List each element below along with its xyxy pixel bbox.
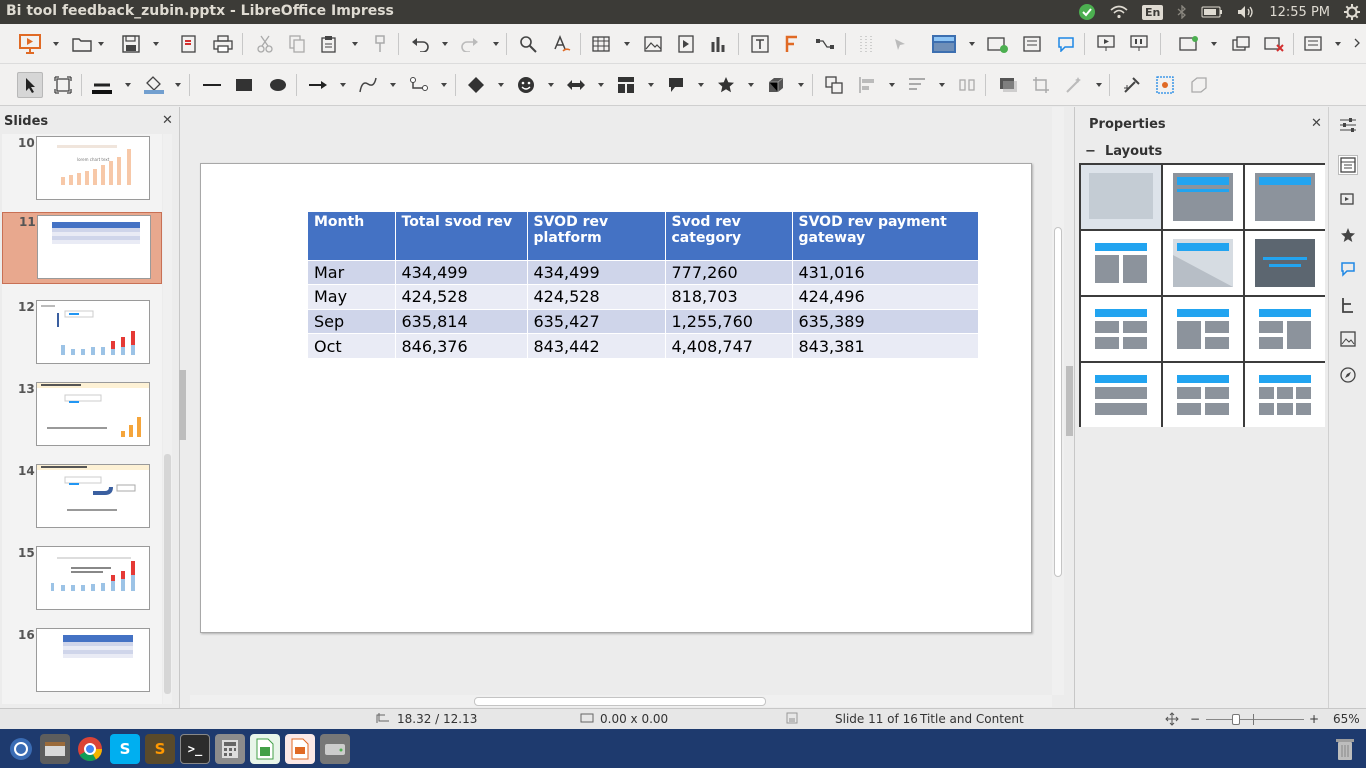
- table-header-cell[interactable]: Total svod rev: [395, 212, 527, 260]
- layout-title-two-content[interactable]: [1081, 231, 1161, 295]
- filter-dropdown-icon[interactable]: [1096, 83, 1102, 87]
- start-from-first-slide-icon[interactable]: [1094, 32, 1118, 56]
- libreoffice-calc-icon[interactable]: [250, 734, 280, 764]
- select-arrow-icon[interactable]: [17, 72, 43, 98]
- ellipse-tool-icon[interactable]: [266, 73, 290, 97]
- helplines-icon[interactable]: [888, 32, 912, 56]
- crop-icon[interactable]: [1029, 73, 1053, 97]
- bluetooth-icon[interactable]: [1177, 5, 1187, 19]
- stars-icon[interactable]: [714, 73, 738, 97]
- slide-layout-dropdown-icon[interactable]: [969, 42, 975, 46]
- slide-thumbnail[interactable]: [2, 380, 162, 456]
- slide-preview: [36, 300, 150, 364]
- lines-arrows-icon[interactable]: [306, 73, 330, 97]
- slide-thumbnail[interactable]: [2, 462, 162, 538]
- table-cell[interactable]: 818,703: [665, 285, 792, 310]
- drawing-toolbar: [0, 64, 1366, 106]
- display-views-dropdown-icon[interactable]: [1211, 42, 1217, 46]
- document-modified-icon[interactable]: [786, 712, 798, 727]
- slide-preview: [36, 382, 150, 446]
- layout-title-content-over-content[interactable]: [1081, 363, 1161, 427]
- table-cell[interactable]: 846,376: [395, 334, 527, 359]
- insert-points-icon[interactable]: [813, 32, 837, 56]
- basic-shapes-dropdown-icon[interactable]: [498, 83, 504, 87]
- flowchart-icon[interactable]: [614, 73, 638, 97]
- symbol-shapes-dropdown-icon[interactable]: [548, 83, 554, 87]
- slide-number: 16: [18, 628, 35, 642]
- layout-title-2-content-content[interactable]: [1245, 297, 1325, 361]
- table-header-cell[interactable]: SVOD rev platform: [527, 212, 665, 260]
- notes-view-icon[interactable]: [1020, 32, 1044, 56]
- vertical-scrollbar[interactable]: [1052, 107, 1064, 695]
- window-titlebar: [0, 0, 1366, 24]
- sidebar-deck: [1328, 107, 1366, 708]
- window-title: Bi tool feedback_zubin.pptx - LibreOffice Impress: [6, 3, 394, 19]
- layout-centered-text[interactable]: [1245, 231, 1325, 295]
- slides-pane-collapse-handle[interactable]: [179, 370, 186, 440]
- stars-dropdown-icon[interactable]: [748, 83, 754, 87]
- slideshow-start-icon[interactable]: [18, 32, 42, 56]
- symbol-shapes-icon[interactable]: [514, 73, 538, 97]
- table-row: [308, 260, 978, 285]
- table-cell[interactable]: 424,528: [527, 285, 665, 310]
- shadow-icon[interactable]: [996, 73, 1020, 97]
- display-views-icon[interactable]: [1177, 32, 1201, 56]
- cut-icon[interactable]: [253, 32, 277, 56]
- sidebar-collapse-handle[interactable]: [1066, 366, 1073, 436]
- zoom-in-icon[interactable]: +: [1309, 712, 1320, 726]
- connectors-icon[interactable]: [407, 73, 431, 97]
- fit-to-window-icon[interactable]: [1165, 712, 1179, 729]
- insert-chart-icon[interactable]: [707, 32, 731, 56]
- system-tray: [1078, 0, 1366, 24]
- slides-pane: [0, 107, 180, 708]
- navigator-deck-icon[interactable]: [1338, 365, 1358, 385]
- comment-icon[interactable]: [1054, 32, 1078, 56]
- table-cell[interactable]: Mar: [308, 260, 395, 285]
- slide-number: 11: [19, 215, 36, 229]
- redo-icon[interactable]: [458, 32, 482, 56]
- zoom-slider-handle[interactable]: [1232, 714, 1240, 725]
- table-header-cell[interactable]: Month: [308, 212, 395, 260]
- wifi-icon[interactable]: [1110, 5, 1128, 19]
- rectangle-tool-icon[interactable]: [232, 73, 256, 97]
- vertical-scrollbar-thumb[interactable]: [1054, 227, 1062, 577]
- line-tool-icon[interactable]: [200, 73, 224, 97]
- open-dropdown-icon[interactable]: [98, 42, 104, 46]
- animation-deck-icon[interactable]: [1338, 225, 1358, 245]
- delete-slide-icon[interactable]: [1262, 32, 1286, 56]
- slide-preview: [36, 464, 150, 528]
- taskbar: [0, 729, 1366, 768]
- transformations-icon[interactable]: [1153, 73, 1177, 97]
- toggle-extrusion-icon[interactable]: [1120, 73, 1144, 97]
- sublime-text-icon[interactable]: S: [145, 734, 175, 764]
- line-color-icon[interactable]: [90, 73, 114, 97]
- arrange-icon[interactable]: [905, 73, 929, 97]
- cursor-position: 18.32 / 12.13: [397, 712, 478, 726]
- new-slide-icon[interactable]: [986, 32, 1010, 56]
- calculator-icon[interactable]: [215, 734, 245, 764]
- layout-title-only-diagonal[interactable]: [1163, 231, 1243, 295]
- callouts-icon[interactable]: [664, 73, 688, 97]
- slide-thumbnail[interactable]: [2, 298, 162, 374]
- table-cell[interactable]: 635,427: [527, 309, 665, 334]
- filter-icon[interactable]: [1062, 73, 1086, 97]
- table-header-row: [308, 212, 978, 260]
- table-cell[interactable]: Sep: [308, 309, 395, 334]
- block-arrows-dropdown-icon[interactable]: [598, 83, 604, 87]
- 3d-objects-icon[interactable]: [764, 73, 788, 97]
- slide-number: 13: [18, 382, 35, 396]
- 3d-objects-dropdown-icon[interactable]: [798, 83, 804, 87]
- table-cell[interactable]: 635,389: [792, 309, 978, 334]
- table-dropdown-icon[interactable]: [624, 42, 630, 46]
- slide-edit-area: [186, 107, 1066, 708]
- fill-color-dropdown-icon[interactable]: [175, 83, 181, 87]
- layout-title-only[interactable]: [1163, 165, 1243, 229]
- curves-polygons-icon[interactable]: [356, 73, 380, 97]
- open-folder-icon[interactable]: [70, 32, 94, 56]
- sidebar-settings-icon[interactable]: [1338, 115, 1358, 135]
- layouts-section-label: Layouts: [1104, 144, 1163, 159]
- save-dropdown-icon[interactable]: [153, 42, 159, 46]
- align-objects-icon[interactable]: [855, 73, 879, 97]
- current-slide-canvas[interactable]: [200, 163, 1032, 633]
- table-row: [308, 334, 978, 359]
- object-size-icon: [580, 712, 594, 727]
- svg-text:lorem chart text: lorem chart text: [77, 157, 110, 162]
- paste-icon[interactable]: [317, 32, 341, 56]
- slide-preview: [36, 136, 150, 200]
- table-cell[interactable]: 635,814: [395, 309, 527, 334]
- slides-scrollbar[interactable]: [163, 134, 172, 704]
- start-from-current-slide-icon[interactable]: [1127, 32, 1151, 56]
- fontwork-icon[interactable]: [780, 32, 804, 56]
- horizontal-scrollbar[interactable]: [190, 695, 1052, 707]
- table-header-cell[interactable]: SVOD rev payment gateway: [792, 212, 978, 260]
- basic-shapes-icon[interactable]: [464, 73, 488, 97]
- disk-drive-icon[interactable]: [320, 734, 350, 764]
- libreoffice-impress-icon[interactable]: [285, 734, 315, 764]
- slides-scrollbar-thumb[interactable]: [164, 454, 171, 694]
- layout-title-content-2[interactable]: [1163, 297, 1243, 361]
- slide-thumbnail-list: [2, 134, 162, 704]
- duplicate-slide-icon[interactable]: [1229, 32, 1253, 56]
- print-icon[interactable]: [211, 32, 235, 56]
- table-cell[interactable]: 434,499: [395, 260, 527, 285]
- table-cell[interactable]: May: [308, 285, 395, 310]
- undo-dropdown-icon[interactable]: [442, 42, 448, 46]
- find-replace-icon[interactable]: [516, 32, 540, 56]
- zoom-pan-icon[interactable]: [51, 73, 75, 97]
- slide-preview: [36, 546, 150, 610]
- callouts-dropdown-icon[interactable]: [698, 83, 704, 87]
- block-arrows-icon[interactable]: [564, 73, 588, 97]
- clock[interactable]: 12:55 PM: [1269, 4, 1330, 20]
- table-cell[interactable]: 431,016: [792, 260, 978, 285]
- battery-icon[interactable]: [1201, 6, 1223, 18]
- slides-pane-close-icon[interactable]: ✕: [162, 113, 173, 128]
- layouts-grid: [1079, 163, 1325, 427]
- slide-indicator: Slide 11 of 16: [835, 712, 918, 726]
- curves-dropdown-icon[interactable]: [390, 83, 396, 87]
- revenue-table[interactable]: [308, 212, 979, 358]
- zoom-level[interactable]: 65%: [1333, 712, 1360, 726]
- table-row: [308, 309, 978, 334]
- layout-title-2-content-over[interactable]: [1081, 297, 1161, 361]
- table-cell[interactable]: 1,255,760: [665, 309, 792, 334]
- layout-blank[interactable]: [1081, 165, 1161, 229]
- properties-close-icon[interactable]: ✕: [1311, 116, 1322, 131]
- horizontal-scrollbar-thumb[interactable]: [474, 697, 766, 706]
- dash-icon[interactable]: [6, 734, 36, 764]
- table-cell[interactable]: 424,528: [395, 285, 527, 310]
- slide-layout-icon[interactable]: [930, 32, 958, 56]
- table-cell[interactable]: Oct: [308, 334, 395, 359]
- spelling-icon[interactable]: [550, 32, 574, 56]
- slide-number: 15: [18, 546, 35, 560]
- table-cell[interactable]: 424,496: [792, 285, 978, 310]
- table-cell[interactable]: 843,442: [527, 334, 665, 359]
- properties-title: Properties: [1089, 117, 1166, 132]
- layout-title-4-content[interactable]: [1163, 363, 1243, 427]
- slide-thumbnail[interactable]: [2, 544, 162, 620]
- table-row: [308, 285, 978, 310]
- table-cell[interactable]: 777,260: [665, 260, 792, 285]
- object-3d-icon[interactable]: [1187, 73, 1211, 97]
- toolbar-overflow-icon[interactable]: [1346, 32, 1366, 56]
- table-cell[interactable]: 843,381: [792, 334, 978, 359]
- distribute-icon[interactable]: [955, 73, 979, 97]
- table-cell[interactable]: 434,499: [527, 260, 665, 285]
- clone-formatting-icon[interactable]: [368, 32, 392, 56]
- lines-arrows-dropdown-icon[interactable]: [340, 83, 346, 87]
- line-color-dropdown-icon[interactable]: [125, 83, 131, 87]
- properties-panel: [1074, 107, 1326, 708]
- keyboard-layout-label: En: [1142, 5, 1163, 20]
- slide-number: 12: [18, 300, 35, 314]
- insert-image-icon[interactable]: [641, 32, 665, 56]
- volume-icon[interactable]: [1237, 5, 1255, 19]
- styles-deck-icon[interactable]: [1338, 295, 1358, 315]
- slide-thumbnail[interactable]: [2, 626, 162, 702]
- fill-color-icon[interactable]: [142, 73, 166, 97]
- save-icon[interactable]: [119, 32, 143, 56]
- slide-thumbnail-selected[interactable]: [2, 212, 162, 284]
- copy-icon[interactable]: [285, 32, 309, 56]
- insert-table-icon[interactable]: [589, 32, 613, 56]
- show-grid-icon[interactable]: [855, 32, 879, 56]
- redo-dropdown-icon[interactable]: [493, 42, 499, 46]
- object-size: 0.00 x 0.00: [600, 712, 669, 726]
- table-header-cell[interactable]: Svod rev category: [665, 212, 792, 260]
- zoom-slider-track[interactable]: [1206, 719, 1304, 720]
- slide-preview: [37, 215, 151, 279]
- session-gear-icon[interactable]: [1344, 4, 1360, 20]
- align-dropdown-icon[interactable]: [889, 83, 895, 87]
- terminal-icon[interactable]: >_: [180, 734, 210, 764]
- files-icon[interactable]: [40, 734, 70, 764]
- table-cell[interactable]: 4,408,747: [665, 334, 792, 359]
- slide-number: 14: [18, 464, 35, 478]
- gallery-deck-icon[interactable]: [1338, 329, 1358, 349]
- collapse-minus-icon: −: [1085, 144, 1105, 159]
- master-slides-dropdown-icon[interactable]: [1335, 42, 1341, 46]
- layout-title-content[interactable]: [1245, 165, 1325, 229]
- layout-title-6-content[interactable]: [1245, 363, 1325, 427]
- zoom-slider-center-mark: [1253, 714, 1254, 725]
- slide-preview: [36, 628, 150, 692]
- flowchart-dropdown-icon[interactable]: [648, 83, 654, 87]
- layouts-section-header[interactable]: [1085, 144, 1162, 159]
- slides-pane-title: Slides: [4, 114, 49, 129]
- properties-deck-icon[interactable]: [1338, 155, 1358, 175]
- zoom-out-icon[interactable]: −: [1190, 712, 1201, 726]
- paste-dropdown-icon[interactable]: [352, 42, 358, 46]
- insert-media-icon[interactable]: [674, 32, 698, 56]
- chrome-icon[interactable]: [75, 734, 105, 764]
- insert-textbox-icon[interactable]: [748, 32, 772, 56]
- slide-thumbnail[interactable]: [2, 134, 162, 210]
- master-slides-deck-icon[interactable]: [1338, 259, 1358, 279]
- slide-transition-deck-icon[interactable]: [1338, 189, 1358, 209]
- position-icon: [376, 712, 390, 727]
- rotate-icon[interactable]: [822, 73, 846, 97]
- skype-icon[interactable]: S: [110, 734, 140, 764]
- keyboard-layout-indicator[interactable]: [1142, 5, 1163, 20]
- update-icon[interactable]: [1078, 3, 1096, 21]
- arrange-dropdown-icon[interactable]: [939, 83, 945, 87]
- slideshow-dropdown-icon[interactable]: [53, 42, 59, 46]
- connectors-dropdown-icon[interactable]: [441, 83, 447, 87]
- status-bar: [0, 708, 1366, 729]
- undo-icon[interactable]: [408, 32, 432, 56]
- standard-toolbar: [0, 24, 1366, 64]
- trash-icon[interactable]: [1330, 734, 1360, 764]
- slide-number: 10: [18, 136, 35, 150]
- layout-name: Title and Content: [920, 712, 1024, 726]
- export-pdf-icon[interactable]: [177, 32, 201, 56]
- master-slides-icon[interactable]: [1302, 32, 1326, 56]
